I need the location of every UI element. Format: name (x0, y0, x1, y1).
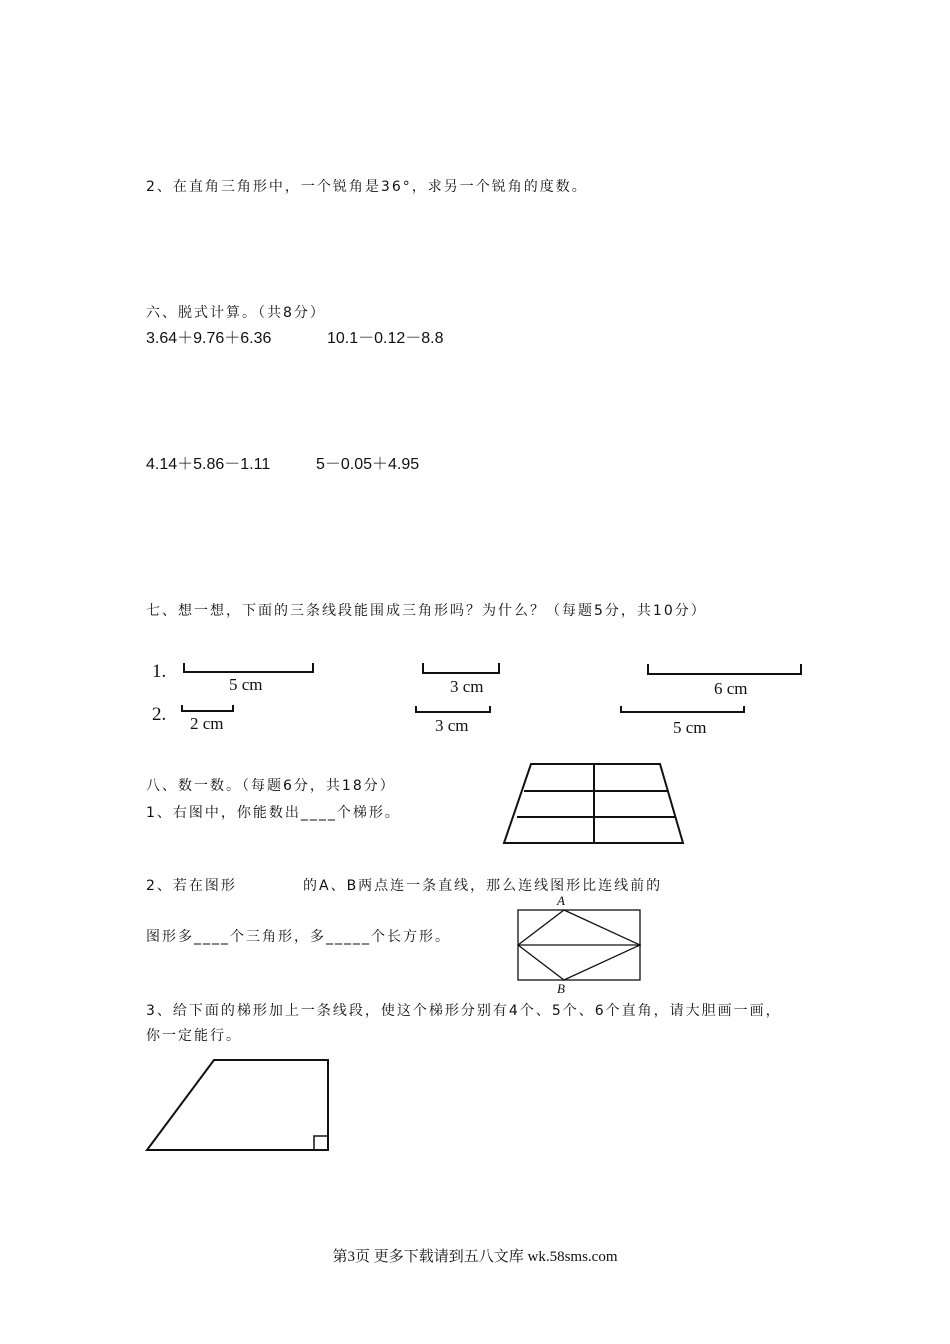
question-8-3-line-2: 你一定能行。 (146, 1028, 242, 1044)
section-6-title: 六、脱式计算。（共8分） (146, 305, 326, 321)
section-8-title: 八、数一数。（每题6分，共18分） (146, 778, 396, 794)
segment-2cm (182, 705, 233, 711)
segment-label: 2 cm (190, 714, 224, 733)
question-8-2-part-2: 的A、B两点连一条直线，那么连线图形比连线前的 (303, 878, 663, 894)
point-a-label: A (557, 893, 565, 908)
expression-4: 5－0.05＋4.95 (316, 456, 420, 473)
page-footer: 第3页 更多下载请到五八文库 wk.58sms.com (332, 1249, 618, 1265)
row-1-number: 1. (152, 661, 167, 682)
right-trapezoid-figure (147, 1060, 328, 1150)
rectangle-rhombus-figure (518, 910, 640, 980)
question-8-1: 1、右图中，你能数出____个梯形。 (146, 805, 401, 821)
segment-5cm (184, 663, 313, 672)
trapezoid-grid-figure (504, 764, 683, 843)
expression-2: 10.1－0.12－8.8 (327, 330, 444, 347)
segment-label: 5 cm (673, 718, 707, 737)
question-8-3-line-1: 3、给下面的梯形加上一条线段，使这个梯形分别有4个、5个、6个直角，请大胆画一画， (146, 1003, 782, 1019)
question-5-2: 2、在直角三角形中，一个锐角是36°，求另一个锐角的度数。 (146, 179, 588, 195)
point-b-label: B (557, 981, 565, 996)
expression-1: 3.64＋9.76＋6.36 (146, 330, 272, 347)
segment-label: 6 cm (714, 679, 748, 698)
segment-label: 3 cm (450, 677, 484, 696)
segment-label: 5 cm (229, 675, 263, 694)
segment-3cm (423, 663, 499, 673)
segment-3cm-row2 (416, 706, 490, 712)
expression-3: 4.14＋5.86－1.11 (146, 456, 271, 473)
segment-5cm-row2 (621, 706, 744, 712)
segment-label: 3 cm (435, 716, 469, 735)
section-7-title: 七、想一想，下面的三条线段能围成三角形吗？为什么？（每题5分，共10分） (146, 603, 707, 619)
question-8-2-part-3: 图形多____个三角形，多_____个长方形。 (146, 929, 451, 945)
segment-6cm (648, 664, 801, 674)
question-8-2-part-1: 2、若在图形 (146, 878, 237, 894)
row-2-number: 2. (152, 704, 167, 725)
